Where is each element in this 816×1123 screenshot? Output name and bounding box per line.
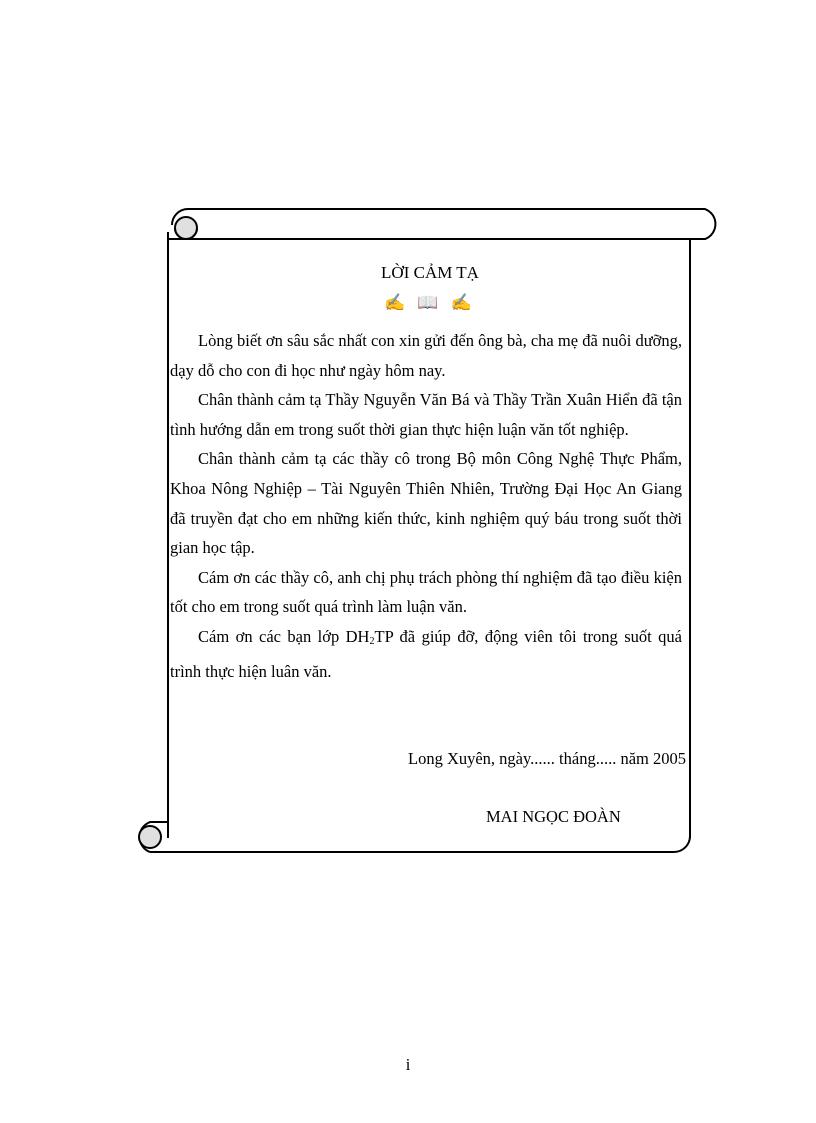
paragraph-family: Lòng biết ơn sâu sắc nhất con xin gửi đến ông bà, cha mẹ đã nuôi dưỡng, dạy dỗ cho con đi học như ngày hôm nay. <box>170 331 682 380</box>
acknowledgement-body <box>170 326 682 686</box>
paragraph-lab: Cám ơn các thầy cô, anh chị phụ trách phòng thí nghiệm đã tạo điều kiện tốt cho em trong suốt quá trình làm luận văn. <box>170 567 682 617</box>
paragraph-classmates-end: TP đã giúp đỡ, động viên tôi trong suốt quá trình thực hiện luân văn. <box>170 626 682 681</box>
paragraph-classmates <box>170 622 682 686</box>
paragraph-classmates-start: Cám ơn các bạn lớp DH <box>198 626 370 646</box>
date-line: Long Xuyên, ngày...... tháng..... năm 2005 <box>407 749 686 768</box>
signer-name: MAI NGỌC ĐOÀN <box>486 807 621 826</box>
page-title: LỜI CẢM TẠ <box>381 263 479 282</box>
class-subscript: 2 <box>369 635 375 647</box>
paragraph-advisors: Chân thành cảm tạ Thầy Nguyễn Văn Bá và Thầy Trần Xuân Hiển đã tận tình hướng dẫn em trong suốt thời gian thực hiện luận văn tốt nghiệp. <box>170 390 682 439</box>
page-number: i <box>405 1055 411 1074</box>
book-ornament-icon: ✍ 📖 ✍ <box>383 293 476 312</box>
paragraph-faculty: Chân thành cảm tạ các thầy cô trong Bộ môn Công Nghệ Thực Phẩm, Khoa Nông Nghiệp – Tài Nguyên Thiên Nhiên, Trường Đại Học An Giang đã truyền đạt cho em những kiến thức, kinh nghiệm quý báu trong suốt thời gian học tập. <box>170 449 682 558</box>
